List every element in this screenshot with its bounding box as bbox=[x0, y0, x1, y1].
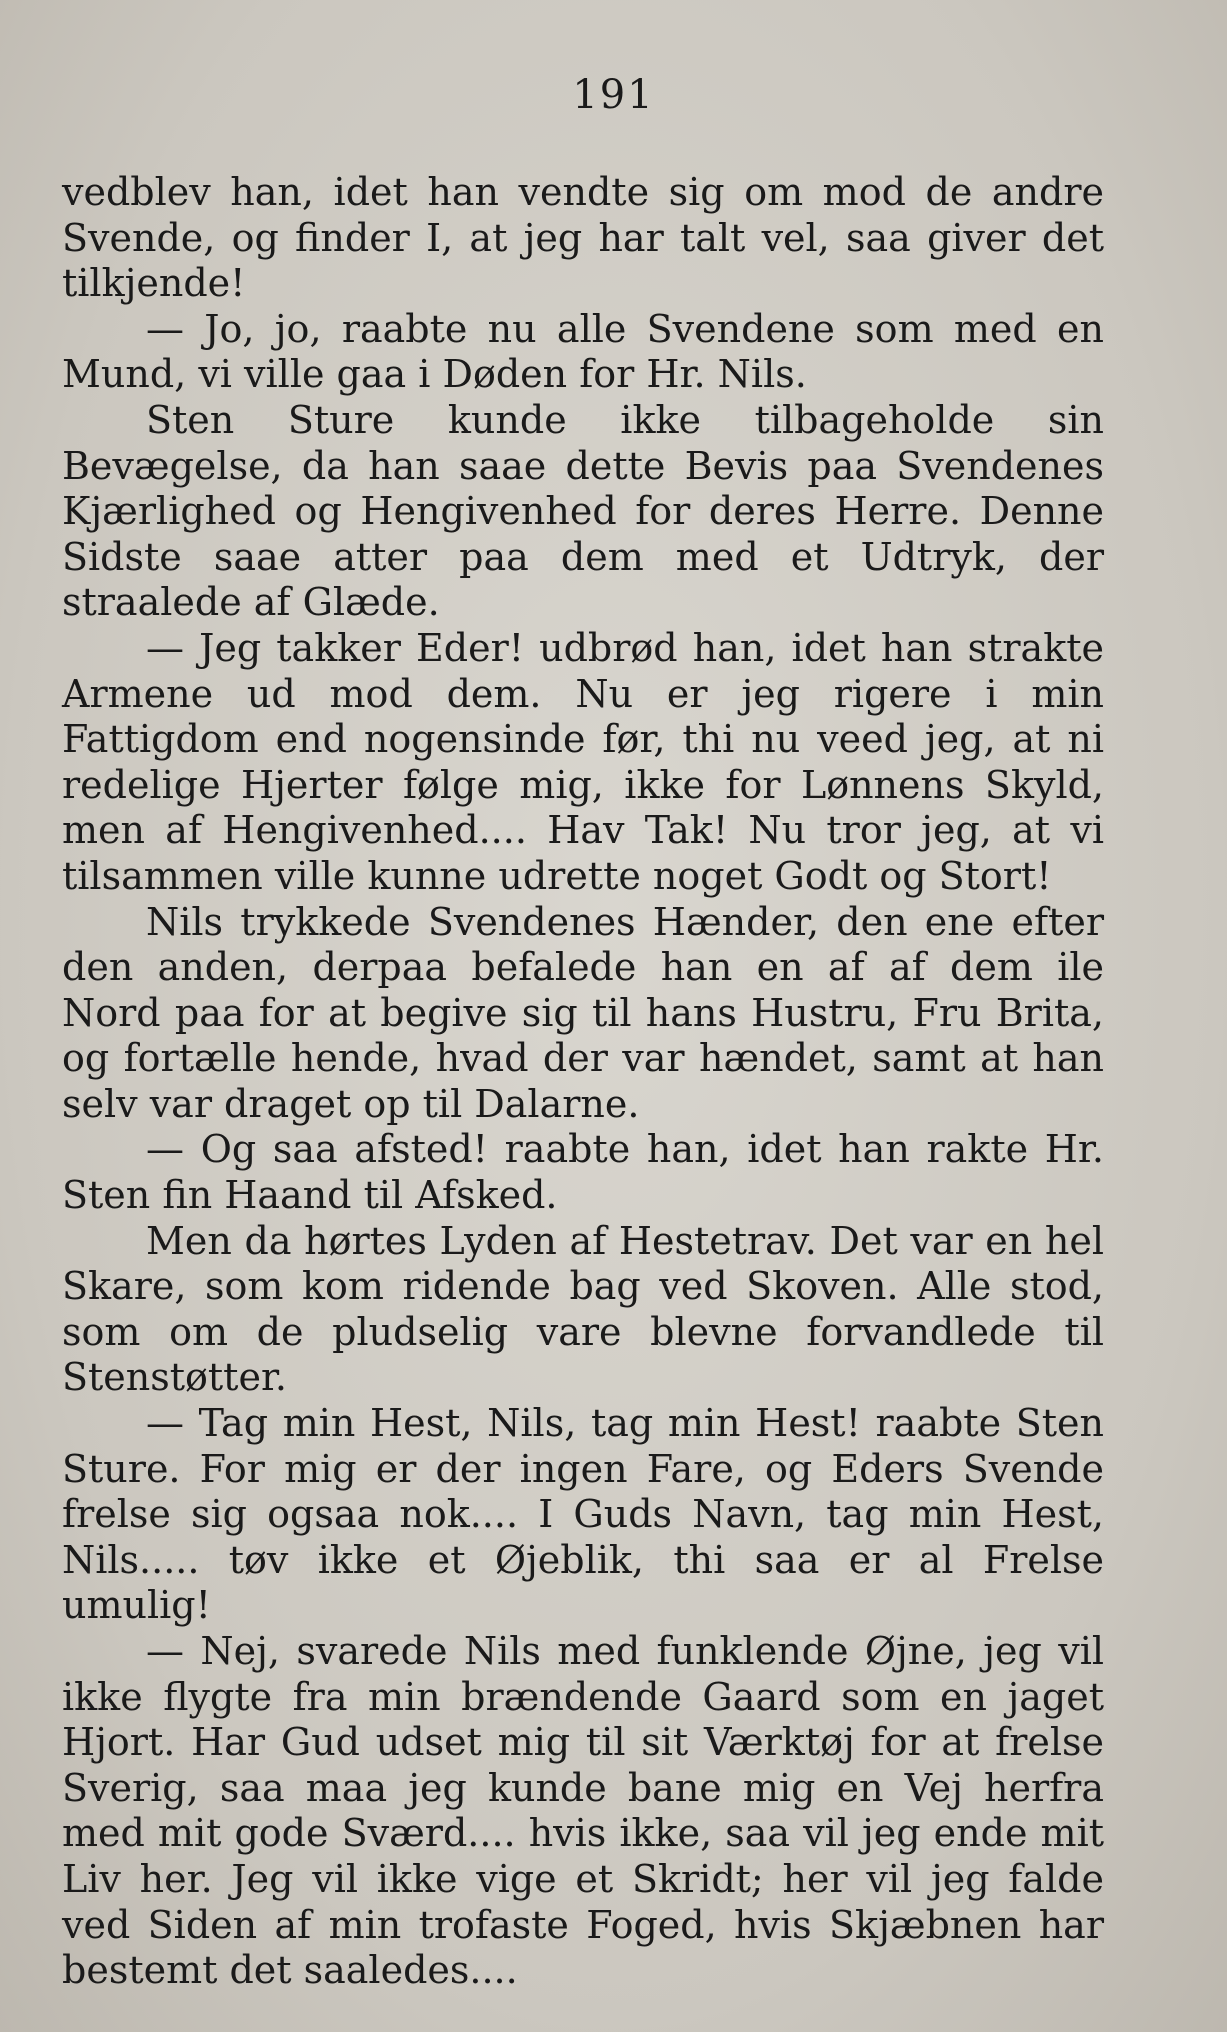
paragraph-9: — Nej, svarede Nils med funklende Øjne, jeg vil ikke flygte fra min brændende Gaard som en jaget Hjort. Har Gud udset mig til sit Værktøj for at frelse Sverig, saa maa jeg kunde bane mig en Vej herfra med mit gode Sværd.... hvis ikke, saa vil jeg ende mit Liv her. Jeg vil ikke vige et Skridt; her vil jeg falde ved Siden af min trofaste Foged, hvis Skjæbnen har bestemt det saaledes.... bbox=[62, 1629, 1104, 1993]
paragraph-6: — Og saa afsted! raabte han, idet han rakte Hr. Sten fin Haand til Afsked. bbox=[62, 1127, 1104, 1218]
text-body bbox=[62, 170, 1104, 1994]
paragraph-1: vedblev han, idet han vendte sig om mod de andre Svende, og finder I, at jeg har talt vel, saa giver det tilkjende! bbox=[62, 170, 1104, 306]
paragraph-4: — Jeg takker Eder! udbrød han, idet han strakte Armene ud mod dem. Nu er jeg rigere i min Fattigdom end nogensinde før, thi nu veed jeg, at ni redelige Hjerter følge mig, ikke for Lønnens Skyld, men af Hengivenhed.... Hav Tak! Nu tror jeg, at vi tilsammen ville kunne udrette noget Godt og Stort! bbox=[62, 625, 1104, 898]
paragraph-8: — Tag min Hest, Nils, tag min Hest! raabte Sten Sture. For mig er der ingen Fare, og Eders Svende frelse sig ogsaa nok.... I Guds Navn, tag min Hest, Nils..... tøv ikke et Øjeblik, thi saa er al Frelse umulig! bbox=[62, 1401, 1104, 1628]
paragraph-7: Men da hørtes Lyden af Hestetrav. Det var en hel Skare, som kom ridende bag ved Skoven. Alle stod, som om de pludselig vare blevne forvandlede til Stenstøtter. bbox=[62, 1218, 1104, 1400]
paragraph-2: — Jo, jo, raabte nu alle Svendene som med en Mund, vi ville gaa i Døden for Hr. Nils. bbox=[62, 306, 1104, 397]
page-number: 191 bbox=[572, 72, 655, 118]
paragraph-3: Sten Sture kunde ikke tilbageholde sin Bevægelse, da han saae dette Bevis paa Svendenes Kjærlighed og Hengivenhed for deres Herre. Denne Sidste saae atter paa dem med et Udtryk, der straalede af Glæde. bbox=[62, 397, 1104, 625]
paragraph-5: Nils trykkede Svendenes Hænder, den ene efter den anden, derpaa befalede han en af af dem ile Nord paa for at begive sig til hans Hustru, Fru Brita, og fortælle hende, hvad der var hændet, samt at han selv var draget op til Dalarne. bbox=[62, 899, 1104, 1126]
